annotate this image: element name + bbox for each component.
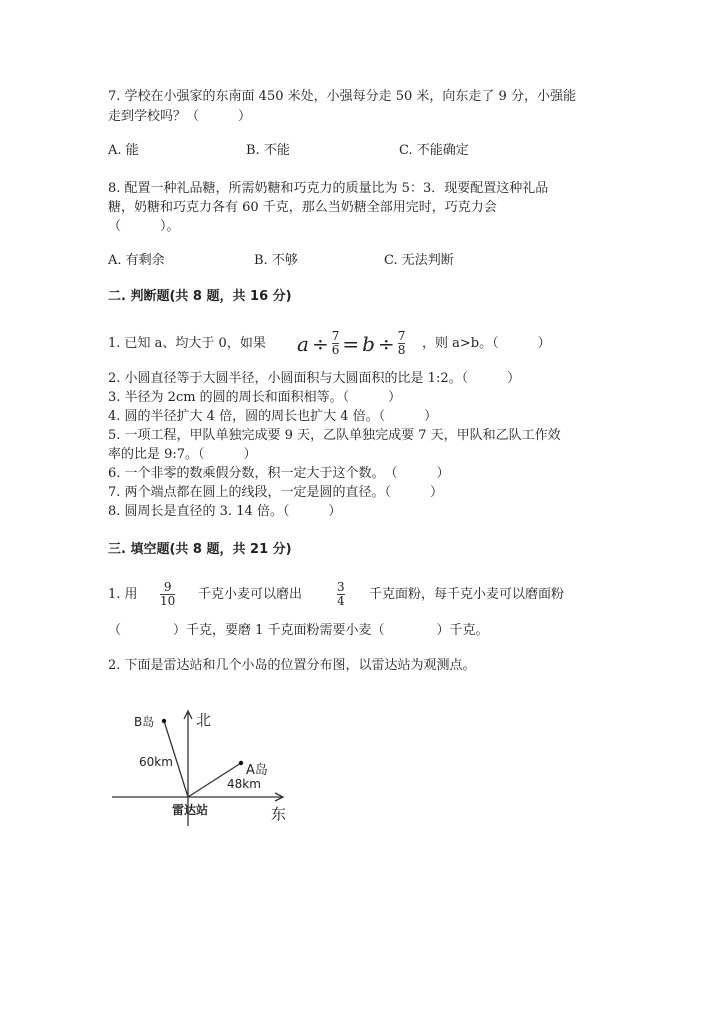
station-label: 雷达站	[172, 803, 209, 817]
q8-line1: 8. 配置一种礼品糖，所需奶糖和巧克力的质量比为 5：3．现要配置这种礼品	[108, 181, 549, 196]
a-distance-label: 48km	[227, 777, 261, 791]
var-a: a	[297, 331, 309, 356]
judge-item: 5. 一项工程，甲队单独完成要 9 天，乙队单独完成要 7 天，甲队和乙队工作效	[108, 428, 561, 443]
q8-line2: 糖，奶糖和巧克力各有 60 千克，那么当奶糖全部用完时，巧克力会	[108, 200, 497, 215]
section3-title: 三. 填空题(共 8 题，共 21 分)	[108, 542, 292, 557]
numerator: 7	[397, 329, 406, 343]
judge-item: 4. 圆的半径扩大 4 倍，圆的周长也扩大 4 倍。（ ）	[108, 409, 438, 424]
div-sign: ÷	[377, 331, 395, 356]
fill-q2: 2. 下面是雷达站和几个小岛的位置分布图，以雷达站为观测点。	[108, 658, 476, 673]
denominator: 10	[160, 594, 176, 608]
judge-item: 8. 圆周长是直径的 3. 14 倍。（ ）	[108, 504, 342, 519]
q7-line1: 7. 学校在小强家的东南面 450 米处，小强每分走 50 米，向东走了 9 分，小强能	[108, 89, 576, 104]
judge-item: 率的比是 9:7。（ ）	[108, 447, 257, 462]
denominator: 4	[337, 594, 345, 608]
a-island-point	[239, 761, 243, 765]
numerator: 7	[331, 329, 340, 343]
b-island-point	[162, 719, 166, 723]
a-island-label: A岛	[246, 763, 268, 778]
section2-title: 二. 判断题(共 8 题，共 16 分)	[108, 289, 292, 304]
div-sign: ÷	[311, 331, 329, 356]
var-b: b	[362, 331, 375, 356]
judge-item: 6. 一个非零的数乘假分数，积一定大于这个数。 （ ）	[108, 466, 450, 481]
fill-q1-p3: 千克面粉，每千克小麦可以磨面粉	[369, 587, 565, 602]
judge-q1-prefix: 1. 已知 a、均大于 0，如果	[108, 336, 266, 351]
q8-option-c: C. 无法判断	[384, 253, 454, 268]
equals-sign: =	[342, 331, 360, 356]
q7-option-c: C. 不能确定	[399, 143, 469, 158]
fill-q1-p1: 1. 用	[108, 587, 138, 602]
denominator: 6	[331, 343, 340, 357]
judge-q1-suffix: ，则 a>b。（ ）	[422, 336, 551, 351]
north-label: 北	[196, 711, 212, 729]
b-island-label: B岛	[134, 715, 155, 729]
judge-item: 2. 小圆直径等于大圆半径，小圆面积与大圆面积的比是 1:2。（ ）	[108, 371, 521, 386]
q7-option-b: B. 不能	[246, 143, 290, 158]
fill-q1-line2: （ ）千克，要磨 1 千克面粉需要小麦（ ）千克。	[108, 623, 489, 638]
denominator: 8	[397, 343, 406, 357]
numerator: 9	[163, 580, 172, 594]
q7-option-a: A. 能	[108, 143, 139, 158]
fill-q1-p2: 千克小麦可以磨出	[198, 587, 303, 602]
judge-item: 3. 半径为 2cm 的圆的周长和面积相等。（ ）	[108, 390, 402, 405]
east-label: 东	[271, 805, 287, 823]
q8-option-b: B. 不够	[254, 253, 298, 268]
numerator: 3	[337, 580, 345, 594]
q8-option-a: A. 有剩余	[108, 253, 165, 268]
q7-line2: 走到学校吗？（ ）	[108, 109, 252, 124]
judge-item: 7. 两个端点都在圆上的线段，一定是圆的直径。（ ）	[108, 485, 444, 500]
b-distance-label: 60km	[139, 755, 173, 769]
q8-line3: （ ）。	[108, 219, 180, 234]
